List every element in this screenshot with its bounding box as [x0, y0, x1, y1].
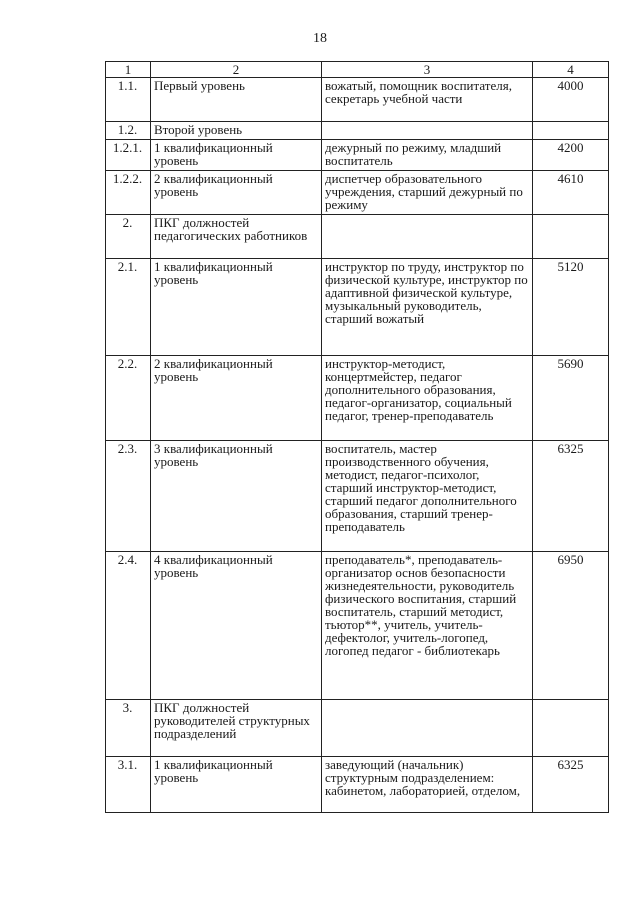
row-name: ПКГ должностей руководителей структурных подразделений: [151, 700, 322, 757]
row-name: 1 квалификационный уровень: [151, 140, 322, 171]
row-positions: [322, 215, 533, 259]
row-salary: [533, 700, 609, 757]
row-code: 1.2.: [106, 122, 151, 140]
row-salary: 5690: [533, 356, 609, 441]
row-positions: преподаватель*, преподаватель-организатор основ безопасности жизнедеятельности, руководитель физического воспитания, старший воспитатель, старший методист, тьютор**, учитель, учитель-дефектолог, учитель-логопед, логопед педагог - библиотекарь: [322, 552, 533, 700]
row-code: 1.2.1.: [106, 140, 151, 171]
table-header-row: [106, 62, 609, 78]
row-name: Первый уровень: [151, 78, 322, 122]
row-positions: дежурный по режиму, младший воспитатель: [322, 140, 533, 171]
row-code: 3.1.: [106, 757, 151, 813]
row-salary: 5120: [533, 259, 609, 356]
table-row: [106, 356, 609, 441]
row-salary: 4000: [533, 78, 609, 122]
row-code: 2.2.: [106, 356, 151, 441]
row-name: ПКГ должностей педагогических работников: [151, 215, 322, 259]
table-row: [106, 171, 609, 215]
row-salary: [533, 122, 609, 140]
row-positions: [322, 122, 533, 140]
row-positions: диспетчер образовательного учреждения, старший дежурный по режиму: [322, 171, 533, 215]
table-row: [106, 259, 609, 356]
table-row: [106, 140, 609, 171]
row-code: 3.: [106, 700, 151, 757]
row-positions: вожатый, помощник воспитателя, секретарь учебной части: [322, 78, 533, 122]
header-col-4: 4: [533, 62, 609, 78]
row-code: 2.: [106, 215, 151, 259]
header-col-2: 2: [151, 62, 322, 78]
row-name: Второй уровень: [151, 122, 322, 140]
row-positions: инструктор-методист, концертмейстер, педагог дополнительного образования, педагог-организатор, социальный педагог, тренер-преподаватель: [322, 356, 533, 441]
row-positions: инструктор по труду, инструктор по физической культуре, инструктор по адаптивной физической культуре, музыкальный руководитель, старший вожатый: [322, 259, 533, 356]
table-row: [106, 552, 609, 700]
row-code: 2.3.: [106, 441, 151, 552]
row-salary: 4200: [533, 140, 609, 171]
row-code: 1.1.: [106, 78, 151, 122]
header-col-3: 3: [322, 62, 533, 78]
row-salary: 6950: [533, 552, 609, 700]
table-row: [106, 700, 609, 757]
row-salary: 6325: [533, 441, 609, 552]
row-salary: 6325: [533, 757, 609, 813]
row-positions: заведующий (начальник) структурным подразделением: кабинетом, лабораторией, отделом,: [322, 757, 533, 813]
row-positions: [322, 700, 533, 757]
table-row: [106, 215, 609, 259]
table-row: [106, 78, 609, 122]
header-col-1: 1: [106, 62, 151, 78]
row-code: 1.2.2.: [106, 171, 151, 215]
row-name: 1 квалификационный уровень: [151, 259, 322, 356]
salary-table: [105, 61, 609, 813]
table-row: [106, 441, 609, 552]
row-name: 1 квалификационный уровень: [151, 757, 322, 813]
row-name: 4 квалификационный уровень: [151, 552, 322, 700]
row-name: 3 квалификационный уровень: [151, 441, 322, 552]
table-row: [106, 757, 609, 813]
row-code: 2.4.: [106, 552, 151, 700]
row-salary: [533, 215, 609, 259]
page-number: 18: [313, 31, 327, 46]
row-salary: 4610: [533, 171, 609, 215]
row-positions: воспитатель, мастер производственного обучения, методист, педагог-психолог, старший инструктор-методист, старший педагог дополнительного образования, старший тренер-преподаватель: [322, 441, 533, 552]
row-code: 2.1.: [106, 259, 151, 356]
row-name: 2 квалификационный уровень: [151, 356, 322, 441]
row-name: 2 квалификационный уровень: [151, 171, 322, 215]
table-row: [106, 122, 609, 140]
